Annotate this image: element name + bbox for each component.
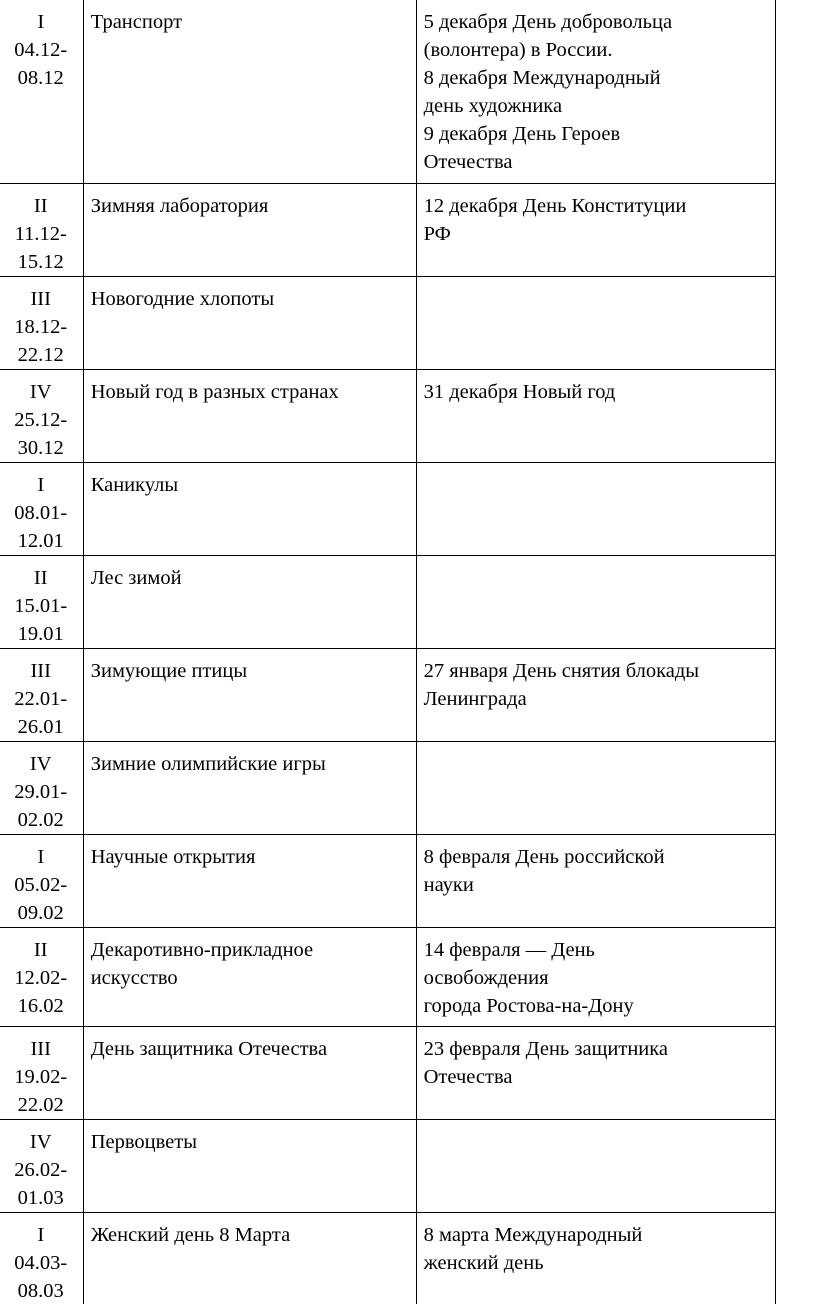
table-row: [0, 369, 776, 462]
event-cell: 12 декабря День Конституции РФ: [416, 183, 775, 276]
table-row: [0, 1212, 776, 1304]
week-cell: I 04.12- 08.12: [0, 0, 83, 183]
week-cell: I 08.01- 12.01: [0, 462, 83, 555]
week-cell: III 22.01- 26.01: [0, 648, 83, 741]
topic-cell: Зимние олимпийские игры: [83, 741, 416, 834]
week-cell: III 19.02- 22.02: [0, 1026, 83, 1119]
topic-cell: Зимняя лаборатория: [83, 183, 416, 276]
table-row: [0, 555, 776, 648]
topic-cell: Первоцветы: [83, 1119, 416, 1212]
event-cell: 5 декабря День добровольца (волонтера) в России. 8 декабря Международный день художника 9 декабря День Героев Отечества: [416, 0, 775, 183]
event-cell: [416, 276, 775, 369]
topic-cell: Женский день 8 Марта: [83, 1212, 416, 1304]
event-cell: [416, 1119, 775, 1212]
topic-cell: Новый год в разных странах: [83, 369, 416, 462]
event-cell: 8 марта Международный женский день: [416, 1212, 775, 1304]
week-cell: II 11.12- 15.12: [0, 183, 83, 276]
event-cell: [416, 555, 775, 648]
week-cell: II 15.01- 19.01: [0, 555, 83, 648]
table-row: [0, 1026, 776, 1119]
event-cell: 31 декабря Новый год: [416, 369, 775, 462]
event-cell: 23 февраля День защитника Отечества: [416, 1026, 775, 1119]
topic-cell: Научные открытия: [83, 834, 416, 927]
week-cell: IV 25.12- 30.12: [0, 369, 83, 462]
topic-cell: Лес зимой: [83, 555, 416, 648]
week-cell: II 12.02- 16.02: [0, 927, 83, 1026]
topic-cell: Новогодние хлопоты: [83, 276, 416, 369]
event-cell: [416, 462, 775, 555]
event-cell: 8 февраля День российской науки: [416, 834, 775, 927]
week-cell: III 18.12- 22.12: [0, 276, 83, 369]
table-row: [0, 276, 776, 369]
table-row: [0, 1119, 776, 1212]
topic-cell: Декаротивно-прикладное искусство: [83, 927, 416, 1026]
table-row: [0, 741, 776, 834]
table-row: [0, 927, 776, 1026]
table-row: [0, 834, 776, 927]
table-row: [0, 183, 776, 276]
event-cell: 14 февраля — День освобождения города Ростова-на-Дону: [416, 927, 775, 1026]
week-cell: I 04.03- 08.03: [0, 1212, 83, 1304]
week-cell: I 05.02- 09.02: [0, 834, 83, 927]
topic-cell: Каникулы: [83, 462, 416, 555]
topic-cell: Зимующие птицы: [83, 648, 416, 741]
event-cell: 27 января День снятия блокады Ленинграда: [416, 648, 775, 741]
topic-cell: День защитника Отечества: [83, 1026, 416, 1119]
table-row: [0, 648, 776, 741]
table-row: [0, 462, 776, 555]
table-row: [0, 0, 776, 183]
week-cell: IV 29.01- 02.02: [0, 741, 83, 834]
topic-cell: Транспорт: [83, 0, 416, 183]
event-cell: [416, 741, 775, 834]
week-cell: IV 26.02- 01.03: [0, 1119, 83, 1212]
